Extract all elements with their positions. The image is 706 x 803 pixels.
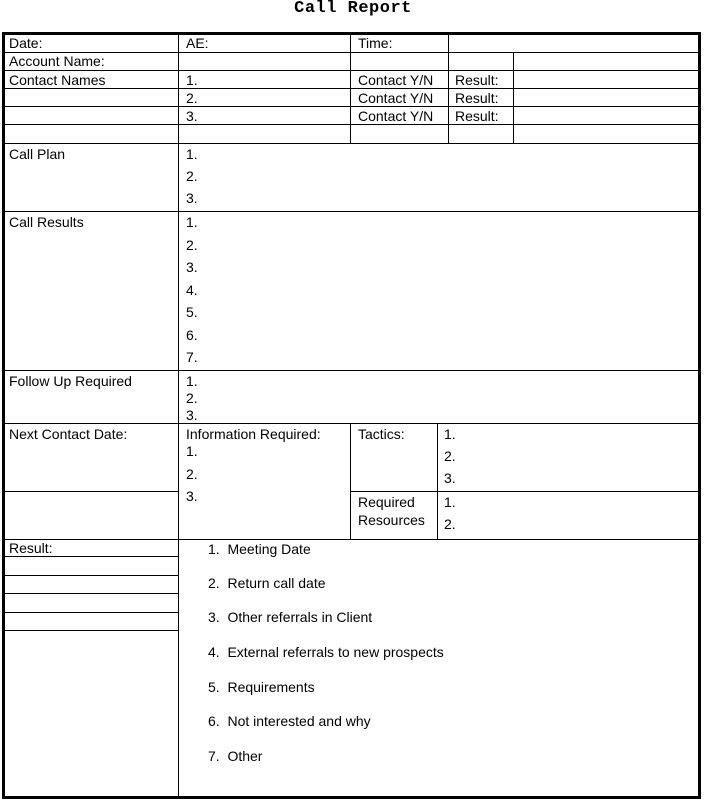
contact-row-1-number: 1. — [186, 72, 198, 88]
grid-horizontal-line — [5, 370, 698, 371]
grid-horizontal-line — [5, 211, 698, 212]
grid-horizontal-line — [5, 106, 698, 107]
required-resources-label-line-1: Required — [358, 494, 415, 510]
contact-row-3-number: 3. — [186, 108, 198, 124]
result-option-3: 3. Other referrals in Client — [208, 609, 373, 625]
result-option-5: 5. Requirements — [208, 679, 315, 695]
call-plan-item-2: 2. — [186, 168, 198, 184]
required-resources-label-line-2: Resources — [358, 512, 425, 528]
grid-horizontal-line — [5, 143, 698, 144]
tactics-item-3: 3. — [444, 470, 456, 486]
grid-horizontal-line — [5, 539, 698, 540]
time-label: Time: — [358, 35, 393, 51]
call-results-item-5: 5. — [186, 304, 198, 320]
grid-vertical-line — [350, 35, 351, 143]
date-label: Date: — [9, 35, 43, 51]
grid-vertical-line — [178, 35, 179, 796]
follow-up-item-1: 1. — [186, 373, 198, 389]
call-results-item-2: 2. — [186, 237, 198, 253]
result-option-7: 7. Other — [208, 748, 263, 764]
result-label: Result: — [9, 540, 53, 556]
page-title: Call Report — [294, 0, 412, 18]
tactics-item-2: 2. — [444, 448, 456, 464]
call-results-item-3: 3. — [186, 259, 198, 275]
information-required-label: Information Required: — [186, 426, 321, 442]
grid-horizontal-line — [5, 612, 178, 613]
grid-vertical-line — [437, 423, 438, 539]
grid-horizontal-line — [5, 630, 178, 631]
contact-row-2-contact: Contact Y/N — [358, 90, 434, 106]
contact-row-1-contact: Contact Y/N — [358, 72, 434, 88]
tactics-label: Tactics: — [358, 426, 405, 442]
call-plan-item-1: 1. — [186, 146, 198, 162]
required-resources-item-2: 2. — [444, 516, 456, 532]
grid-horizontal-line — [5, 575, 178, 576]
contact-names-label: Contact Names — [9, 72, 106, 88]
contact-row-2-result: Result: — [455, 90, 499, 106]
follow-up-item-3: 3. — [186, 407, 198, 423]
contact-row-1-result: Result: — [455, 72, 499, 88]
call-plan-item-3: 3. — [186, 190, 198, 206]
contact-row-2-number: 2. — [186, 90, 198, 106]
grid-vertical-line — [350, 423, 351, 539]
call-results-item-4: 4. — [186, 282, 198, 298]
follow-up-label: Follow Up Required — [9, 373, 132, 389]
call-results-label: Call Results — [9, 214, 84, 230]
grid-horizontal-line — [5, 124, 698, 125]
grid-horizontal-line — [5, 593, 178, 594]
information-required-item-3: 3. — [186, 488, 198, 504]
result-option-2: 2. Return call date — [208, 575, 326, 591]
grid-horizontal-line — [5, 556, 178, 557]
contact-row-3-contact: Contact Y/N — [358, 108, 434, 124]
grid-horizontal-line — [5, 88, 698, 89]
call-plan-label: Call Plan — [9, 146, 66, 162]
tactics-item-1: 1. — [444, 426, 456, 442]
grid-horizontal-line — [5, 52, 698, 53]
required-resources-item-1: 1. — [444, 494, 456, 510]
result-option-6: 6. Not interested and why — [208, 713, 371, 729]
result-option-4: 4. External referrals to new prospects — [208, 644, 444, 660]
follow-up-item-2: 2. — [186, 390, 198, 406]
contact-row-3-result: Result: — [455, 108, 499, 124]
grid-horizontal-line — [5, 423, 698, 424]
grid-horizontal-line — [350, 491, 698, 492]
call-report-form — [2, 32, 701, 799]
account-name-label: Account Name: — [9, 53, 105, 69]
ae-label: AE: — [186, 35, 209, 51]
grid-vertical-line — [448, 35, 449, 143]
call-results-item-6: 6. — [186, 327, 198, 343]
grid-horizontal-line — [5, 491, 178, 492]
next-contact-date-label: Next Contact Date: — [9, 426, 128, 442]
call-results-item-1: 1. — [186, 214, 198, 230]
call-results-item-7: 7. — [186, 349, 198, 365]
information-required-item-2: 2. — [186, 466, 198, 482]
information-required-item-1: 1. — [186, 443, 198, 459]
result-option-1: 1. Meeting Date — [208, 541, 311, 557]
grid-vertical-line — [513, 52, 514, 143]
grid-horizontal-line — [5, 70, 698, 71]
